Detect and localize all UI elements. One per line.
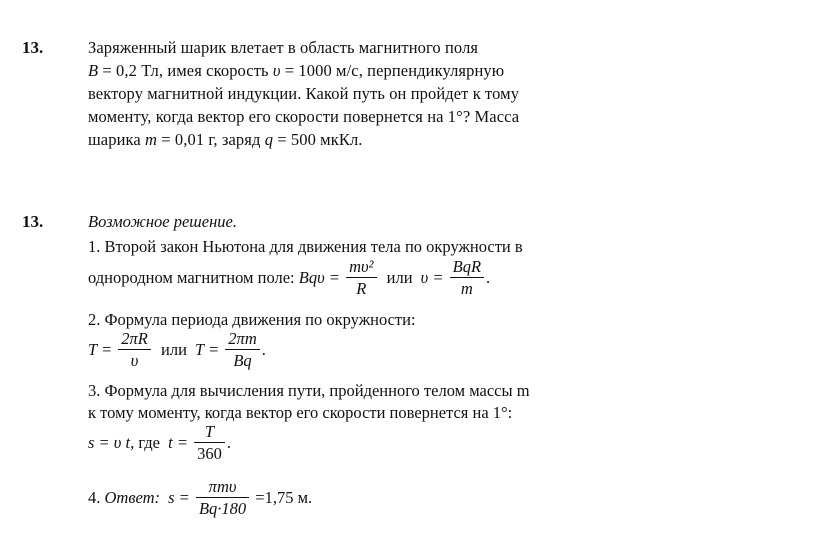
- period: .: [261, 339, 266, 359]
- fraction-numerator: T: [194, 423, 225, 443]
- step-2-t2: T =: [195, 339, 220, 359]
- fraction-denominator: 360: [197, 444, 222, 464]
- step-2-t: T =: [88, 339, 113, 359]
- problem-line-2: [88, 59, 519, 82]
- fraction-denominator: Bq: [233, 351, 252, 371]
- fraction-2pim-over-bq: [225, 330, 259, 370]
- fraction-denominator: m: [460, 279, 473, 299]
- step-1-formula: [88, 258, 490, 298]
- step-2-or: или: [161, 339, 187, 359]
- solution-number: 13.: [22, 212, 44, 231]
- fraction-t-over-360: [194, 423, 225, 463]
- var-v: υ: [272, 61, 281, 80]
- fraction-2pir-over-v: [118, 330, 151, 370]
- step-2-line: 2. Формула периода движения по окружности:: [88, 310, 416, 329]
- var-m: m: [145, 130, 158, 149]
- problem-line-3: вектору магнитной индукции. Какой путь он пройдет к тому: [88, 84, 520, 103]
- problem-number: 13.: [22, 38, 44, 57]
- step-3-line-2: к тому моменту, когда вектор его скорости повернется на 1°:: [88, 403, 513, 422]
- step-3-s: s = υ t,: [88, 432, 135, 452]
- answer-label: Ответ:: [104, 487, 161, 507]
- step-3-formula: [88, 423, 231, 463]
- fraction-pimv-over-bq180: [196, 478, 249, 518]
- fraction-bqr-over-m: [450, 258, 484, 298]
- fraction-denominator: Bq·180: [198, 499, 247, 519]
- step-1-line-1: 1. Второй закон Ньютона для движения тела по окружности в: [88, 237, 523, 256]
- fraction-numerator: 2πR: [118, 330, 151, 350]
- step-4-label: 4.: [88, 487, 105, 507]
- var-q: q: [264, 130, 274, 149]
- problem-line-5-post: = 500 мкКл.: [273, 130, 363, 149]
- problem-text: [88, 36, 519, 151]
- answer-result: =1,75 м.: [255, 487, 313, 507]
- step-4-s: s =: [168, 487, 190, 507]
- problem-line-5-pre: шарика: [88, 130, 146, 149]
- step-1-or: или: [386, 267, 413, 287]
- fraction-numerator: BqR: [450, 258, 484, 278]
- fraction-denominator: υ: [130, 351, 139, 371]
- problem-line-5: [88, 128, 519, 151]
- problem-line-2-rest: = 1000 м/с, перпендикулярную: [280, 61, 505, 80]
- step-1-lhs: Bqυ =: [298, 267, 340, 287]
- step-1-pre: однородном магнитном поле:: [88, 267, 299, 287]
- problem-line-5-mid: = 0,01 г, заряд: [157, 130, 265, 149]
- problem-line-2-val: = 0,2 Тл, имея скорость: [98, 61, 273, 80]
- step-3-line-1: 3. Формула для вычисления пути, пройденного телом массы m: [88, 381, 530, 400]
- fraction-numerator: 2πm: [225, 330, 259, 350]
- problem-line-4: моменту, когда вектор его скорости повернется на 1°? Масса: [88, 107, 520, 126]
- period: .: [226, 432, 231, 452]
- fraction-numerator: mυ²: [346, 258, 376, 278]
- step-3-where: где: [138, 432, 161, 452]
- step-4-formula: [88, 478, 312, 518]
- fraction-mv2-over-r: [346, 258, 376, 298]
- step-2-formula: [88, 330, 266, 370]
- fraction-numerator: πmυ: [196, 478, 249, 498]
- step-1-v: υ =: [420, 267, 444, 287]
- step-3-t: t =: [168, 432, 188, 452]
- solution-heading: Возможное решение.: [88, 212, 237, 231]
- problem-line-1: Заряженный шарик влетает в область магнитного поля: [88, 38, 479, 57]
- fraction-denominator: R: [356, 279, 367, 299]
- period: .: [486, 267, 491, 287]
- var-b: B: [88, 61, 99, 80]
